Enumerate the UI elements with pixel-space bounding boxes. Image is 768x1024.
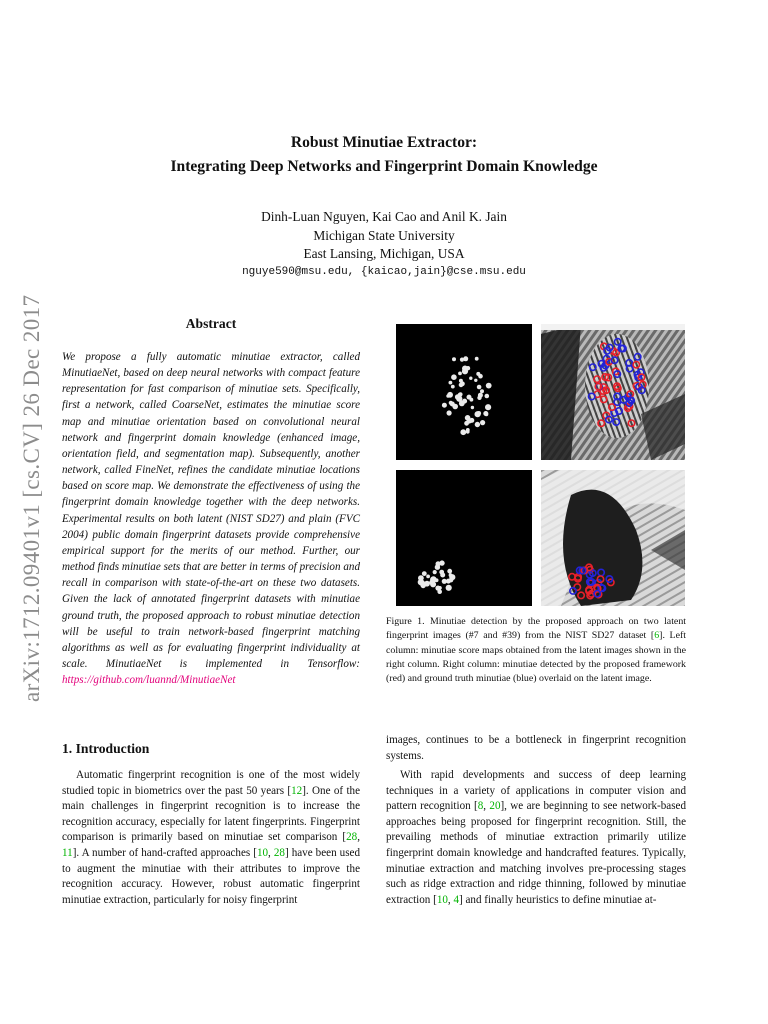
intro-paragraph-1 — [62, 768, 360, 908]
score-map-dot — [438, 586, 442, 590]
score-map-dot — [485, 394, 490, 399]
body-text: With rapid developments and success of deep learning techniques in a variety of applications in computer vision and pattern recognition [ — [386, 769, 686, 813]
score-map-dot — [480, 420, 485, 425]
body-text: ] have been used to augment the minutiae with their attributes to improve the recognition accuracy. However, robust automatic fingerprint minutiae extraction, particularly for noisy fingerprint — [62, 846, 361, 906]
citation-link[interactable]: 28 — [346, 831, 358, 844]
authors: Dinh-Luan Nguyen, Kai Cao and Anil K. Jain — [261, 209, 507, 224]
score-map-dot — [470, 398, 474, 402]
score-map-dot — [447, 392, 453, 398]
score-map-dot — [463, 356, 468, 361]
latent-image-top — [541, 324, 685, 460]
citation-link[interactable]: 11 — [62, 846, 73, 859]
score-map-dot — [462, 399, 467, 404]
score-map-dot — [469, 377, 472, 380]
body-text: ] and finally heuristics to define minutiae at- — [459, 893, 657, 906]
paper-title-line-1: Robust Minutiae Extractor: — [290, 134, 478, 151]
score-map-image-top — [396, 324, 532, 460]
body-text: , — [357, 831, 360, 844]
citation-link[interactable]: 8 — [477, 800, 484, 813]
score-map-dot — [460, 358, 464, 362]
citation-link[interactable]: 6 — [654, 630, 660, 642]
intro-paragraph-2 — [386, 768, 686, 908]
body-text: , — [268, 846, 274, 859]
score-map-dot — [426, 575, 430, 579]
score-map-dot — [450, 402, 455, 407]
score-map-dot — [435, 565, 440, 570]
score-map-dot — [422, 571, 427, 576]
score-map-dot — [442, 403, 447, 408]
abstract-text — [62, 349, 360, 688]
introduction-heading: 1. Introduction — [62, 741, 150, 756]
github-link[interactable]: https://github.com/luannd/MinutiaeNet — [62, 674, 236, 687]
abstract-paragraph: We propose a fully automatic minutiae extractor, called MinutiaeNet, based on deep neural networks with compact feature representation for fast comparison of minutiae sets. Specifically, first a network, called CoarseNet, estimates the minutiae score map and minutiae orientation based on convolutional neural network and fingerprint domain knowledge (enhanced image, orientation field, and segmentation map). Subsequently, another network, called FineNet, refines the candidate minutiae locations based on score map. We demonstrate the effectiveness of using the fingerprint domain knowledge together with the deep networks. Experimental results on both latent (NIST SD27) and plain (FVC 2004) public domain fingerprint datasets provide comprehensive empirical support for the merits of our method. Further, our method finds minutiae sets that are better in terms of precision and recall in comparison with state-of-the-art on these two datasets. Given the lack of annotated fingerprint datasets with minutiae ground truth, the proposed approach to robust minutiae detection will be useful to train network-based fingerprint matching algorithms as well as for evaluating fingerprint individuality at scale. MinutiaeNet is implemented in Tensorflow: — [62, 351, 360, 670]
citation-link[interactable]: 10 — [436, 893, 448, 906]
paper-title-line-2: Integrating Deep Networks and Fingerprint Domain Knowledge — [170, 158, 598, 175]
body-text: , — [483, 800, 490, 813]
score-map-dot — [477, 411, 482, 416]
score-map-dot — [440, 573, 445, 578]
score-map-dot — [458, 372, 462, 376]
score-map-dot — [449, 573, 453, 577]
score-map-dot — [466, 430, 470, 434]
score-map-dot — [447, 569, 452, 574]
score-map-dot — [446, 585, 452, 591]
body-text: ], we are beginning to see network-based approaches being proposed for fingerprint recognition. Still, the prevailing methods of minutiae extraction primarily utilize fingerprint domain knowledge and handcrafted features. Typically, minutiae extraction and matching involves pre-processing stages such as ridge extraction and ridge thinning, followed by minutiae extraction [ — [386, 800, 686, 906]
score-map-dot — [471, 406, 474, 409]
location: East Lansing, Michigan, USA — [303, 246, 465, 261]
score-map-dot — [421, 583, 426, 588]
score-map-dot — [480, 389, 484, 393]
score-map-dot — [458, 393, 462, 397]
score-map-dot — [474, 379, 477, 382]
score-map-dot — [459, 379, 463, 383]
score-map-dot — [486, 383, 492, 389]
citation-link[interactable]: 20 — [489, 800, 501, 813]
body-text: ]. A number of hand-crafted approaches [ — [72, 846, 257, 859]
score-map-dot — [435, 578, 439, 582]
score-map-dot — [451, 385, 455, 389]
score-map-dot — [460, 429, 466, 435]
figure-1-caption — [386, 615, 686, 686]
body-text: , — [447, 893, 454, 906]
arxiv-identifier: arXiv:1712.09401v1 [cs.CV] 26 Dec 2017 — [19, 294, 44, 702]
intro-continuation: images, continues to be a bottleneck in fingerprint recognition systems. — [386, 734, 686, 762]
score-map-dot — [449, 381, 453, 385]
citation-link[interactable]: 28 — [273, 846, 285, 859]
score-map-dot — [452, 357, 456, 361]
score-map-dot — [447, 410, 452, 415]
score-map-dot — [459, 383, 464, 388]
score-map-dot — [475, 357, 479, 361]
score-map-dot — [430, 581, 436, 587]
score-map-dot — [462, 366, 468, 372]
score-map-dot — [475, 422, 480, 427]
score-map-dot — [477, 385, 482, 390]
score-map-dot — [484, 412, 488, 416]
score-map-dot — [465, 415, 471, 421]
score-map-image-bottom — [396, 470, 532, 606]
score-map-dot — [485, 404, 491, 410]
citation-link[interactable]: 10 — [256, 846, 269, 859]
affiliation: Michigan State University — [313, 228, 455, 243]
body-text: Automatic fingerprint recognition is one of the most widely studied topic in biometrics over the past 50 years [ — [62, 769, 360, 797]
score-map-dot — [442, 579, 447, 584]
score-map-dot — [451, 374, 457, 380]
citation-link[interactable]: 12 — [291, 784, 303, 797]
caption-text: Figure 1. Minutiae detection by the proposed approach on two latent fingerprint images (#7 and #39) from the NIST SD27 dataset [ — [386, 616, 686, 642]
abstract-heading: Abstract — [185, 316, 237, 331]
latent-image-bottom — [541, 470, 685, 606]
score-map-dot — [478, 374, 483, 379]
caption-text: ]. Left column: minutiae score maps obtained from the latent images shown in the right column. Right column: minutiae detected by the proposed framework (red) and ground truth minutiae (blue) overlaid on the latent image. — [386, 630, 686, 685]
score-map-dot — [433, 570, 437, 574]
citation-link[interactable]: 4 — [453, 893, 460, 906]
score-map-dot — [449, 578, 454, 583]
author-emails: nguye590@msu.edu, {kaicao,jain}@cse.msu.edu — [242, 266, 526, 278]
score-map-dot — [478, 393, 483, 398]
body-text: ]. One of the main challenges in fingerprint recognition is to increase the recognition accuracy, especially for latent fingerprints. Fingerprint comparison is primarily based on minutiae set comparison [ — [62, 784, 360, 844]
